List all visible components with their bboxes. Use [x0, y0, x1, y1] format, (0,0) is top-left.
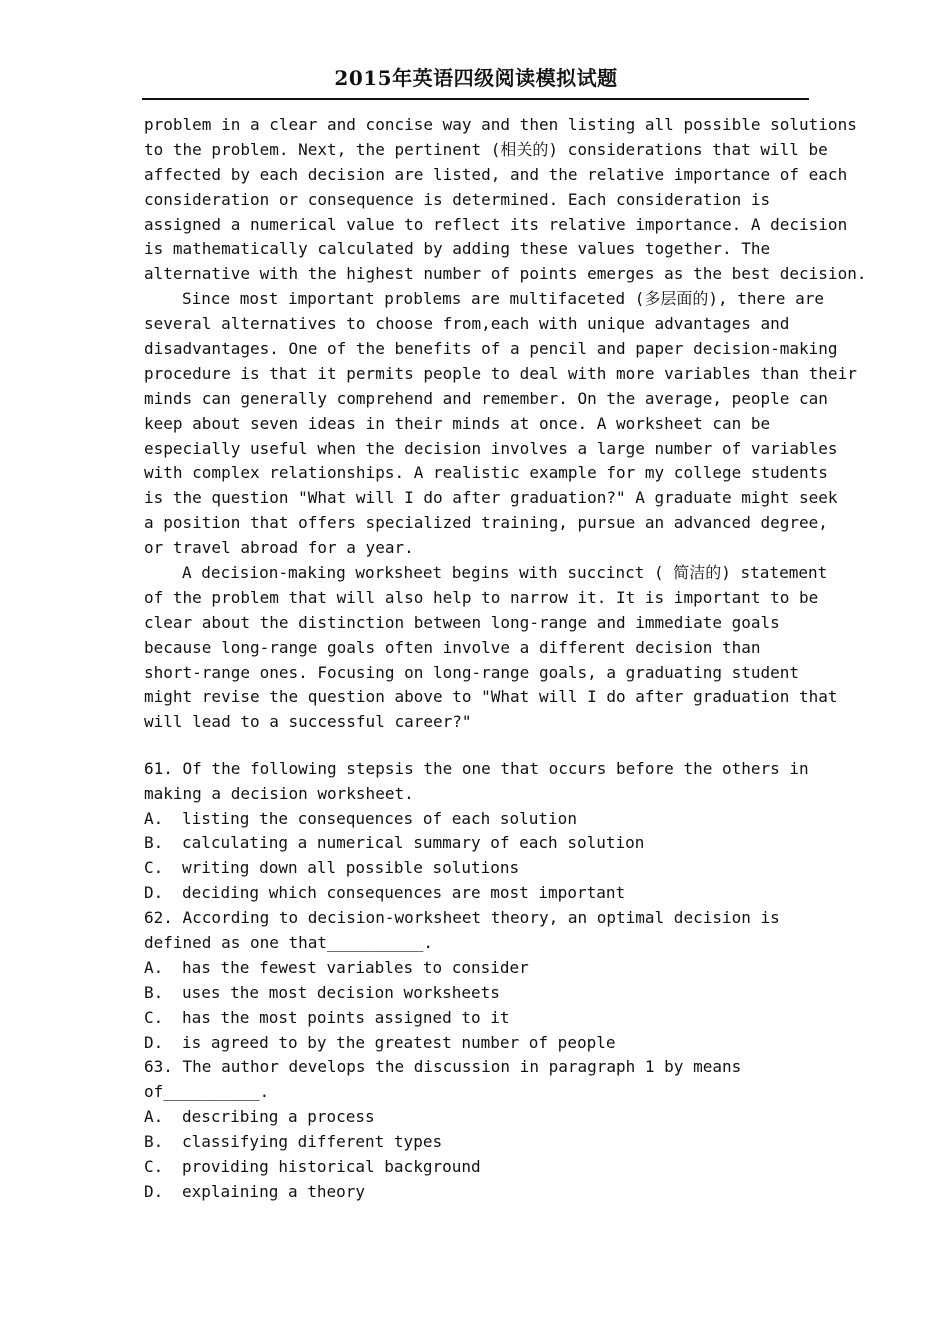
option-a	[144, 807, 814, 832]
question-stem: 62. According to decision-worksheet theory, an optimal decision is	[144, 908, 780, 928]
text-line: several alternatives to choose from,each with unique advantages and	[144, 314, 790, 334]
option-text: listing the consequences of each solution	[182, 808, 577, 828]
option-a	[144, 1105, 814, 1130]
option-letter: B.	[144, 982, 164, 1002]
text-line: because long-range goals often involve a different decision than	[144, 637, 761, 657]
option-letter: A.	[144, 1107, 164, 1127]
text-line: affected by each decision are listed, and the relative importance of each	[144, 164, 848, 184]
text-line: Since most important problems are multifaceted (多层面的), there are	[182, 289, 824, 309]
text-line: is the question "What will I do after graduation?" A graduate might seek	[144, 488, 838, 508]
option-text: classifying different types	[182, 1132, 443, 1152]
option-letter: C.	[144, 1157, 164, 1177]
document-body	[144, 113, 867, 1205]
text-line: short-range ones. Focusing on long-range goals, a graduating student	[144, 662, 800, 682]
text-line: will lead to a successful career?"	[144, 712, 472, 732]
text-line: consideration or consequence is determined. Each consideration is	[144, 189, 771, 209]
option-text: explaining a theory	[182, 1181, 366, 1201]
option-text: deciding which consequences are most important	[182, 883, 626, 903]
option-letter: B.	[144, 833, 164, 853]
text-line: A decision-making worksheet begins with succinct ( 简洁的) statement	[182, 563, 828, 583]
option-text: providing historical background	[182, 1157, 481, 1177]
question-61	[144, 757, 814, 906]
option-letter: C.	[144, 858, 164, 878]
text-line: a position that offers specialized training, pursue an advanced degree,	[144, 513, 828, 533]
option-text: is agreed to by the greatest number of people	[182, 1032, 616, 1052]
option-letter: D.	[144, 883, 164, 903]
text-line: with complex relationships. A realistic example for my college students	[144, 463, 828, 483]
question-62	[144, 906, 814, 1055]
paragraph-3	[144, 561, 838, 735]
text-line: procedure is that it permits people to deal with more variables than their	[144, 363, 857, 383]
option-c	[144, 856, 814, 881]
question-stem: of__________.	[144, 1082, 270, 1102]
option-letter: B.	[144, 1132, 164, 1152]
option-b	[144, 981, 814, 1006]
question-stem: defined as one that__________.	[144, 933, 433, 952]
option-a	[144, 956, 814, 981]
paragraph-2	[144, 287, 857, 561]
option-text: writing down all possible solutions	[182, 858, 520, 878]
option-letter: A.	[144, 808, 164, 828]
text-line: is mathematically calculated by adding these values together. The	[144, 239, 771, 259]
option-text: uses the most decision worksheets	[182, 982, 500, 1002]
text-line: of the problem that will also help to narrow it. It is important to be	[144, 587, 819, 607]
header-divider	[142, 98, 809, 100]
question-stem: 63. The author develops the discussion in paragraph 1 by means	[144, 1057, 742, 1077]
paragraph-1	[144, 113, 867, 287]
question-stem: 61. Of the following stepsis the one that occurs before the others in	[144, 758, 809, 778]
text-line: might revise the question above to "What will I do after graduation that	[144, 687, 838, 707]
text-line: assigned a numerical value to reflect its relative importance. A decision	[144, 214, 848, 234]
text-line: problem in a clear and concise way and then listing all possible solutions	[144, 115, 857, 134]
option-letter: D.	[144, 1181, 164, 1201]
text-line: minds can generally comprehend and remember. On the average, people can	[144, 388, 828, 408]
option-d	[144, 881, 814, 906]
text-line: or travel abroad for a year.	[144, 538, 414, 558]
text-line: disadvantages. One of the benefits of a pencil and paper decision-making	[144, 339, 838, 359]
question-stem: making a decision worksheet.	[144, 783, 414, 803]
text-line: especially useful when the decision involves a large number of variables	[144, 438, 838, 458]
option-text: calculating a numerical summary of each solution	[182, 833, 645, 853]
question-63	[144, 1055, 814, 1204]
option-b	[144, 831, 814, 856]
option-b	[144, 1130, 814, 1155]
option-letter: A.	[144, 957, 164, 977]
option-letter: C.	[144, 1007, 164, 1027]
option-text: has the fewest variables to consider	[182, 957, 529, 977]
option-letter: D.	[144, 1032, 164, 1052]
text-line: keep about seven ideas in their minds at once. A worksheet can be	[144, 413, 771, 433]
option-text: describing a process	[182, 1107, 375, 1127]
option-d	[144, 1031, 814, 1056]
option-c	[144, 1155, 814, 1180]
option-c	[144, 1006, 814, 1031]
option-d	[144, 1180, 814, 1205]
page-title: 2015年英语四级阅读模拟试题	[334, 66, 618, 90]
text-line: to the problem. Next, the pertinent (相关的) considerations that will be	[144, 139, 828, 159]
section-gap	[144, 735, 814, 757]
option-text: has the most points assigned to it	[182, 1007, 510, 1027]
text-line: clear about the distinction between long-range and immediate goals	[144, 612, 780, 632]
text-line: alternative with the highest number of points emerges as the best decision.	[144, 264, 867, 284]
